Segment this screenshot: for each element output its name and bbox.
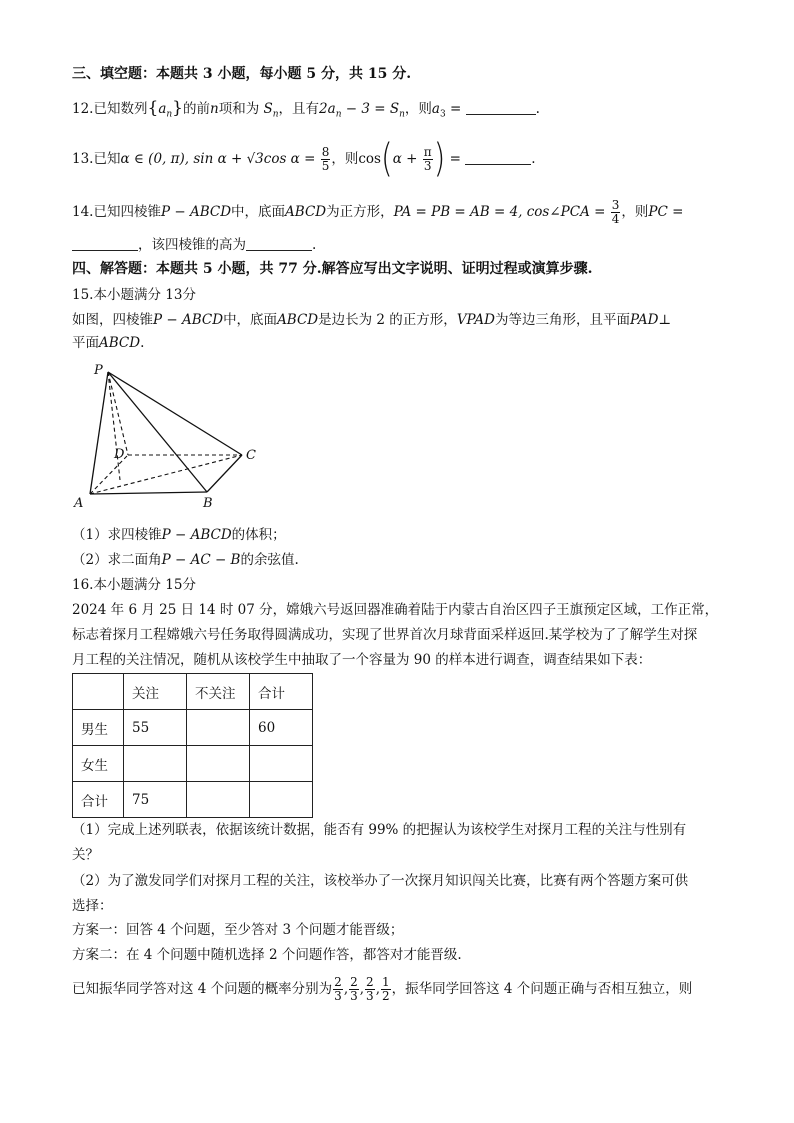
q12-ask-sub: 3 xyxy=(439,109,446,120)
prob-frac-3 xyxy=(365,976,375,1003)
q15-l2b: ABCD xyxy=(99,335,141,351)
q16-plan1: 方案一：回答 4 个问题，至少答对 3 个问题才能晋级； xyxy=(72,922,404,938)
q15-perp: ⊥ xyxy=(658,312,672,328)
q13-eq: = xyxy=(445,151,466,167)
q12-eq-left: 2a xyxy=(319,101,336,117)
label-A: A xyxy=(74,496,84,511)
q14-answer-blank-1[interactable] xyxy=(72,236,138,251)
q15-p1a: （1）求四棱锥 xyxy=(72,527,162,543)
q13-pi-den: 3 xyxy=(423,159,432,173)
q12-t4: ，则 xyxy=(404,101,432,117)
q13-expr-in: α + xyxy=(392,151,418,167)
table-cell: 60 xyxy=(250,710,313,746)
prob-frac-4 xyxy=(381,976,391,1003)
question-13: 13.已知α ∈ (0, π), sin α + √3cos α = $\frac{8}{5}$ ，则cos(α + $\frac{\pi}{3}$ ) = . xyxy=(72,136,536,182)
edge-PB xyxy=(108,372,207,492)
q15-title: 15.本小题满分 13分 xyxy=(72,287,196,303)
table-cell: 男生 xyxy=(73,710,124,746)
table-cell xyxy=(73,674,124,710)
prob-num: 1 xyxy=(381,975,390,989)
q13-answer-blank[interactable] xyxy=(465,150,531,165)
q12-answer-blank[interactable] xyxy=(466,100,536,115)
table-cell: 关注 xyxy=(124,674,187,710)
q13-frac xyxy=(321,146,331,173)
prob-den: 3 xyxy=(366,989,374,1003)
table-cell: 55 xyxy=(124,710,187,746)
q16-part2-line2: 选择： xyxy=(72,898,113,914)
table-cell xyxy=(124,746,187,782)
q12-t1: 的前 xyxy=(183,101,210,117)
q12-S-sub: n xyxy=(272,109,279,120)
q14-frac xyxy=(611,199,621,226)
q15-p2a: （2）求二面角 xyxy=(72,552,162,568)
table-header-row xyxy=(73,674,313,710)
q12-t2: 项和为 xyxy=(218,101,260,117)
q13-t1: ，则 xyxy=(331,151,359,167)
q15-l1d: 为等边三角形，且平面 xyxy=(494,312,630,328)
edge-AC xyxy=(90,455,242,494)
q14-base: ABCD xyxy=(285,204,327,220)
q16-part1-line2: 关？ xyxy=(72,847,99,863)
q12-eq-sub2: n xyxy=(399,109,405,120)
q12-n: n xyxy=(210,101,219,117)
contingency-table xyxy=(72,673,313,818)
q13-prefix: 13.已知 xyxy=(72,151,121,167)
q14-cond: PA = PB = AB = 4, cos∠PCA = xyxy=(393,204,606,220)
q14-end: . xyxy=(312,237,317,253)
q16-last-a: 已知振华同学答对这 4 个问题的概率分别为 xyxy=(72,981,333,997)
q13-pi-frac xyxy=(423,146,433,173)
q13-cond: α ∈ (0, π), sin α + √3cos α = xyxy=(120,151,316,167)
q16-last-b: ，振华同学回答这 4 个问题正确与否相互独立，则 xyxy=(391,981,693,997)
table-row xyxy=(73,710,313,746)
question-12: 12.已知数列$\{a_n\}$的前n项和为 $S_n$，且有$2a_n - 3 = S_n$，则$a_3$ = . xyxy=(72,98,540,120)
section-4-heading: 四、解答题：本题共 5 小题，共 77 分.解答应写出文字说明、证明过程或演算步骤. xyxy=(72,261,593,277)
q14-prefix: 14.已知四棱锥 xyxy=(72,204,161,220)
q15-p1b: P − ABCD xyxy=(161,527,232,543)
q15-p1c: 的体积； xyxy=(231,527,286,543)
edge-BC xyxy=(207,455,242,492)
prob-den: 2 xyxy=(381,989,390,1003)
q12-sub-n: n xyxy=(166,109,173,120)
q16-plan2: 方案二：在 4 个问题中随机选择 2 个问题作答，都答对才能晋级. xyxy=(72,947,462,963)
edge-height xyxy=(108,372,120,480)
pyramid-figure xyxy=(72,362,272,512)
q15-base: ABCD xyxy=(277,312,319,328)
prob-frac-2 xyxy=(349,976,359,1003)
q16-line3: 月工程的关注情况，随机从该校学生中抽取了一个容量为 90 的样本进行调查，调查结果如下表： xyxy=(72,652,652,668)
q15-text-line1 xyxy=(72,310,671,330)
table-cell xyxy=(187,710,250,746)
q12-eq: = xyxy=(445,101,466,117)
q14-t1: 中，底面 xyxy=(231,204,286,220)
prob-den: 3 xyxy=(334,989,342,1003)
edge-PA xyxy=(90,372,108,494)
section-3-heading: 三、填空题：本题共 3 小题，每小题 5 分，共 15 分. xyxy=(72,66,412,82)
prob-den: 3 xyxy=(350,989,358,1003)
table-cell: 75 xyxy=(124,782,187,818)
table-cell: 合计 xyxy=(250,674,313,710)
q14-t4: ，该四棱锥的高为 xyxy=(138,237,246,253)
q15-l2a: 平面 xyxy=(72,335,99,351)
table-cell xyxy=(250,782,313,818)
table-cell xyxy=(187,782,250,818)
table-cell: 合计 xyxy=(73,782,124,818)
table-cell xyxy=(250,746,313,782)
q13-frac-num: 8 xyxy=(321,145,330,159)
label-C: C xyxy=(246,448,256,463)
q15-l1a: 如图，四棱锥 xyxy=(72,312,153,328)
q16-title: 16.本小题满分 15分 xyxy=(72,577,196,593)
q14-ask: PC = xyxy=(648,204,684,220)
q15-plane: PAD xyxy=(629,312,659,328)
q15-tri: VPAD xyxy=(456,312,495,328)
q14-frac-den: 4 xyxy=(611,212,620,226)
table-cell: 不关注 xyxy=(187,674,250,710)
edge-PC xyxy=(108,372,242,455)
prob-num: 2 xyxy=(366,975,374,989)
q14-t2: 为正方形， xyxy=(326,204,394,220)
question-14 xyxy=(72,198,683,226)
q15-text-line2 xyxy=(72,333,144,353)
q16-sep: , xyxy=(343,981,349,997)
q15-p2c: 的余弦值. xyxy=(240,552,299,568)
question-14-line2 xyxy=(72,235,316,255)
q14-pyr: P − ABCD xyxy=(160,204,232,220)
q12-t3: ，且有 xyxy=(278,101,320,117)
prob-num: 2 xyxy=(334,975,342,989)
q12-prefix: 12.已知数列 xyxy=(72,101,148,117)
q15-l1c: 是边长为 2 的正方形， xyxy=(318,312,457,328)
prob-num: 2 xyxy=(350,975,358,989)
q12-S: S xyxy=(263,101,273,117)
label-D: D xyxy=(114,447,125,462)
q15-l2c: . xyxy=(140,335,145,351)
q16-line1: 2024 年 6 月 25 日 14 时 07 分，嫦娥六号返回器准确着陆于内蒙古自治区四子王旗预定区域，工作正常， xyxy=(72,602,719,618)
q15-l1b: 中，底面 xyxy=(223,312,278,328)
q14-t3: ，则 xyxy=(621,204,649,220)
edge-AB xyxy=(90,492,207,494)
q16-part2-line1: （2）为了激发同学们对探月工程的关注，该校举办了一次探月知识闯关比赛，比赛有两个答题方案可供 xyxy=(72,873,689,889)
q15-pyr: P − ABCD xyxy=(153,312,224,328)
table-row xyxy=(73,746,313,782)
q16-sep: , xyxy=(359,981,365,997)
q16-sep: , xyxy=(375,981,380,997)
label-B: B xyxy=(203,496,213,511)
table-row xyxy=(73,782,313,818)
q15-p2b: P − AC − B xyxy=(161,552,241,568)
q16-part1-line1: （1）完成上述列联表，依据该统计数据，能否有 99% 的把握认为该校学生对探月工程的关注与性别有 xyxy=(72,822,687,838)
q15-part2 xyxy=(72,550,299,570)
q12-ask: a xyxy=(431,101,440,117)
table-cell xyxy=(187,746,250,782)
q16-last-line xyxy=(72,972,692,1006)
q13-expr-left: cos xyxy=(358,151,381,167)
q15-part1 xyxy=(72,525,286,545)
table-cell: 女生 xyxy=(73,746,124,782)
q12-seq: a xyxy=(158,101,167,117)
prob-frac-1 xyxy=(333,976,343,1003)
label-P: P xyxy=(94,363,103,378)
q14-answer-blank-2[interactable] xyxy=(246,236,312,251)
q14-frac-num: 3 xyxy=(611,198,620,212)
q12-eq-mid: − 3 = S xyxy=(341,101,400,117)
q16-line2: 标志着探月工程嫦娥六号任务取得圆满成功，实现了世界首次月球背面采样返回.某学校为了了解学生对探 xyxy=(72,627,698,643)
q13-frac-den: 5 xyxy=(321,159,330,173)
q13-pi-num: π xyxy=(423,145,432,159)
q12-eq-sub: n xyxy=(335,109,342,120)
